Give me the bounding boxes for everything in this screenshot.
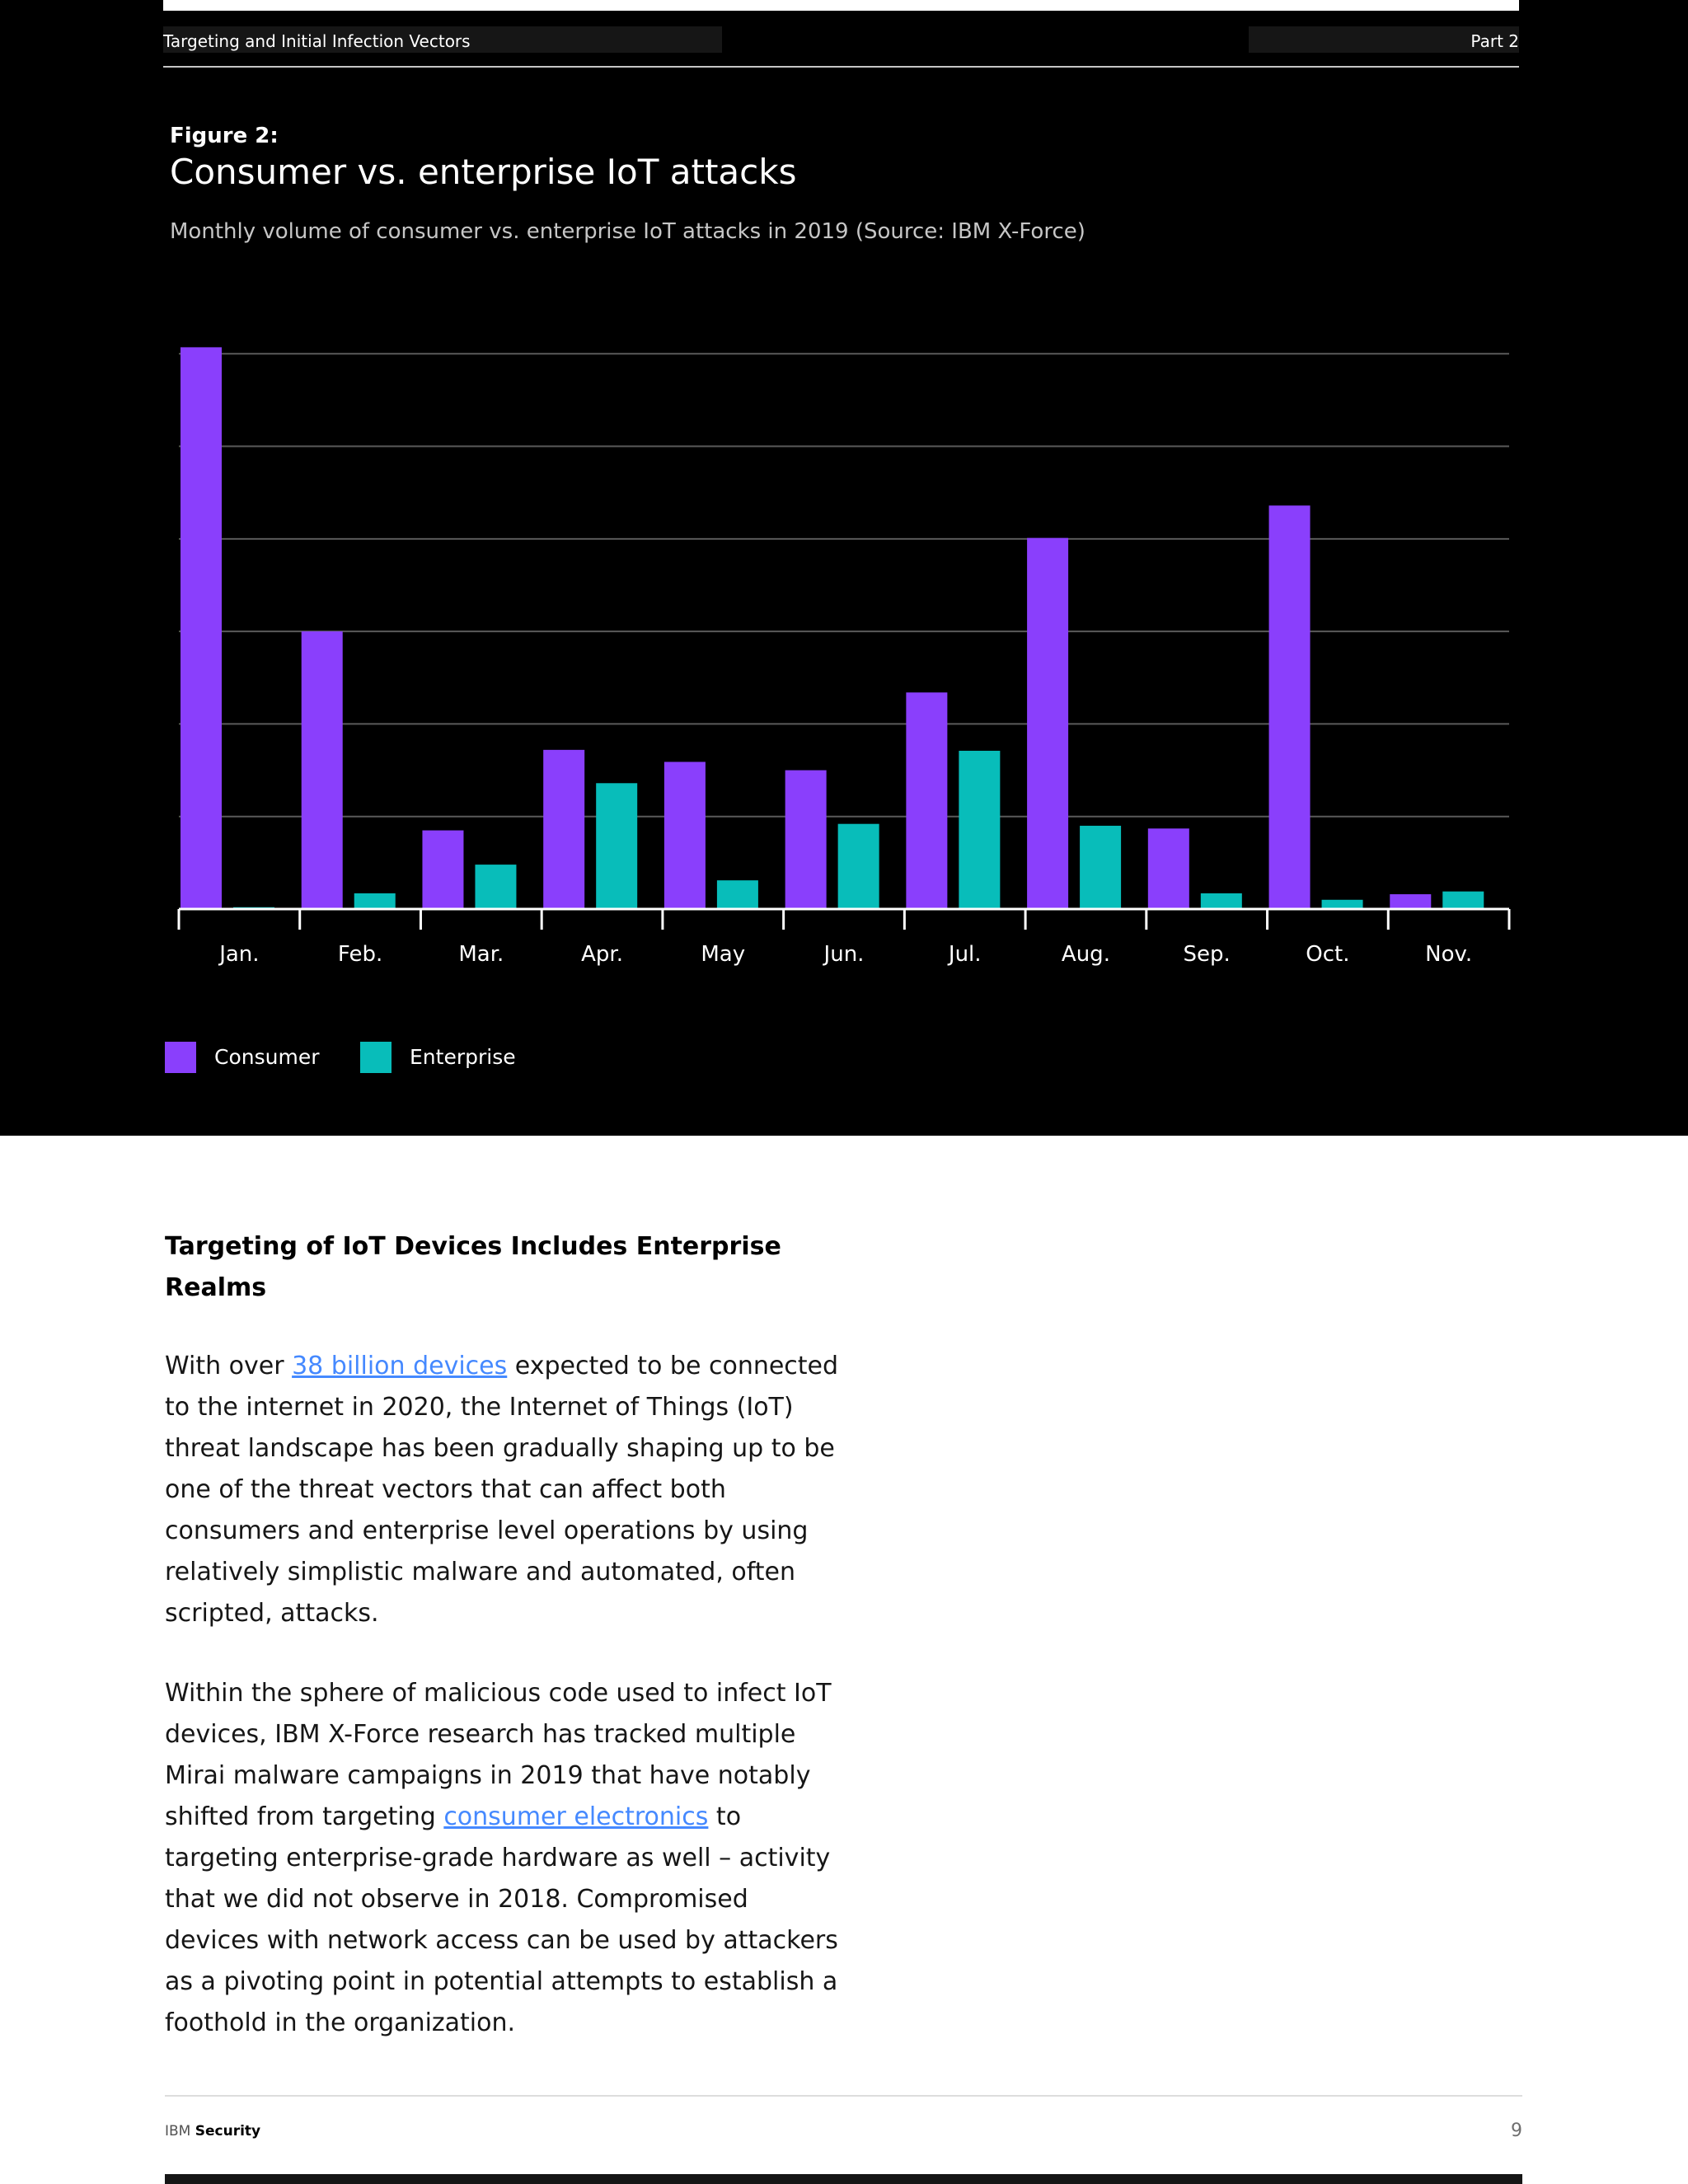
bar-consumer-oct [1269,505,1311,909]
paragraph-1 [165,1346,841,1634]
bar-consumer-mar [422,831,463,909]
x-tick-label: Jan. [219,942,260,967]
bar-enterprise-feb [354,893,396,909]
x-tick-label: Apr. [581,942,623,967]
figure-subtitle: Monthly volume of consumer vs. enterprise IoT attacks in 2019 (Source: IBM X-Force) [170,219,1085,244]
bar-consumer-sep [1148,828,1189,909]
bar-consumer-feb [302,631,343,909]
bar-enterprise-apr [596,783,637,909]
section-title: Targeting and Initial Infection Vectors [163,26,722,53]
x-tick-label: Jun. [823,942,865,967]
brand-security: Security [195,2123,261,2139]
paragraph-2-text-start: Within the sphere of malicious code used to infect IoT devices, IBM X-Force research has tracked multiple Mirai malware campaigns in 2019 that have notably shifted from targeting [165,1679,832,1831]
figure-title: Consumer vs. enterprise IoT attacks [170,152,797,192]
section-heading: Targeting of IoT Devices Includes Enterprise Realms [165,1232,781,1302]
part-label: Part 2 [1249,26,1519,53]
bar-enterprise-sep [1201,893,1242,909]
page-number: 9 [1511,2121,1522,2141]
bottom-bar [165,2174,1522,2184]
bar-consumer-aug [1027,538,1068,909]
bar-enterprise-mar [475,865,516,909]
footer-brand [165,2123,260,2139]
figure-label: Figure 2: [170,124,279,148]
bar-consumer-apr [543,750,584,909]
bar-consumer-jan [181,347,222,909]
paragraph-2 [165,1673,841,2044]
bar-enterprise-nov [1442,892,1484,909]
bar-enterprise-jul [959,751,1000,909]
x-tick-label: Oct. [1306,942,1350,967]
footer-divider [165,2095,1522,2097]
brand-ibm: IBM [165,2123,191,2139]
x-tick-label: Mar. [458,942,504,967]
bar-enterprise-oct [1322,900,1363,909]
bar-consumer-jul [906,692,947,909]
bar-consumer-nov [1390,894,1431,909]
bar-enterprise-may [717,880,758,909]
bar-consumer-may [664,762,706,909]
paragraph-1-text-end: expected to be connected to the internet in 2020, the Internet of Things (IoT) threat landscape has been gradually shaping up to be one of the threat vectors that can affect both consumers and enterprise level operations by using relatively simplistic malware and automated, often scripted, attacks. [165,1352,839,1628]
legend-label-enterprise: Enterprise [410,1045,516,1069]
bar-chart [0,0,1688,1022]
bar-consumer-jun [785,771,827,909]
paragraph-1-text-start: With over [165,1352,293,1380]
x-tick-label: Feb. [337,942,383,967]
bar-enterprise-aug [1080,826,1121,909]
link-consumer-electronics[interactable]: consumer electronics [443,1802,709,1831]
x-tick-label: Nov. [1425,942,1473,967]
legend-swatch-enterprise [360,1042,392,1073]
x-tick-label: Aug. [1061,942,1110,967]
legend-swatch-consumer [165,1042,196,1073]
x-tick-label: May [701,942,746,967]
x-tick-label: Jul. [948,942,982,967]
legend-label-consumer: Consumer [214,1045,320,1069]
bar-enterprise-jun [838,824,879,909]
x-tick-label: Sep. [1183,942,1231,967]
paragraph-2-text-end: to targeting enterprise-grade hardware as well – activity that we did not observe in 2018. Compromised devices with network access can be used by attackers as a pivoting point in potential attempts to establish a foothold in the organization. [165,1802,838,2037]
link-38-billion-devices[interactable]: 38 billion devices [292,1352,508,1380]
